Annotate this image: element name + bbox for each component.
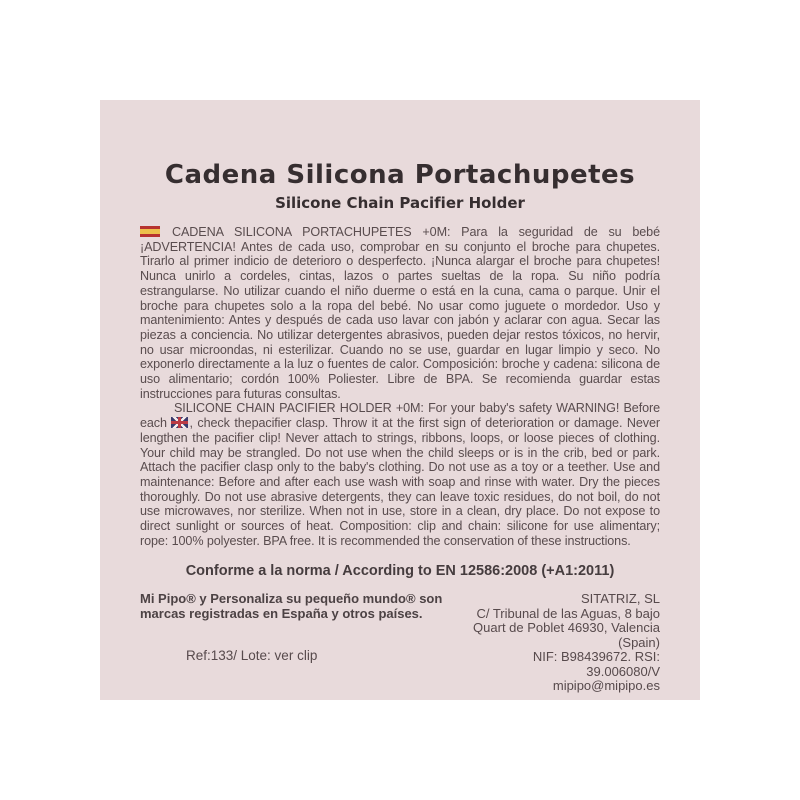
uk-flag-icon xyxy=(171,417,188,428)
instructions-spanish-text: CADENA SILICONA PORTACHUPETES +0M: Para la seguridad de su bebé ¡ADVERTENCIA! Antes de cada uso, comprobar en su conjunto el broche para chupetes. Tirarlo al primer indicio de deterioro o desperfecto. ¡Nunca alargar el broche para chupetes! Nunca unirlo a cordeles, cintas, lazos o partes sueltas de la ropa. Su niño podría estrangularse. No utilizar cuando el niño duerme o está en la cuna, cama o parque. Unir el broche para chupetes solo a la ropa del bebé. No usar como juguete o mordedor. Uso y mantenimiento: Antes y después de cada uso lavar con jabón y aclarar con agua. Secar las piezas a conciencia. No utilizar detergentes abrasivos, pueden dejar restos tóxicos, no hervir, no usar microondas, ni esterilizar. Cuando no se use, guardar en lugar limpio y seco. No exponerlo directamente a la luz o fuentes de calor. Composición: broche y cadena: silicona de uso alimentario; cordón 100% Poliester. Libre de BPA. Se recomienda guardar estas instrucciones para futuras consultas. xyxy=(140,225,660,401)
company-city: Quart de Poblet 46930, Valencia (Spain) xyxy=(473,620,660,650)
product-subtitle: Silicone Chain Pacifier Holder xyxy=(275,194,525,212)
ref-lot-line: Ref:133/ Lote: ver clip xyxy=(186,648,318,664)
company-street: C/ Tribunal de las Aguas, 8 bajo xyxy=(476,605,660,621)
instructions-english xyxy=(140,401,660,548)
instructions-spanish xyxy=(140,225,660,401)
product-title: Cadena Silicona Portachupetes xyxy=(164,160,636,190)
company-tax-ids: NIF: B98439672. RSI: 39.006080/V xyxy=(532,649,660,679)
instructions-english-text-part1: SILICONE CHAIN PACIFIER HOLDER +0M: For your baby's safety WARNING! Before each xyxy=(140,401,660,431)
company-email: mipipo@mipipo.es xyxy=(552,678,660,694)
spain-flag-icon xyxy=(140,226,160,237)
instructions-text-block xyxy=(140,225,660,548)
instructions-english-text-part2: , check thepacifier clasp. Throw it at the first sign of deterioration or damage. Never lengthen the pacifier clip! Never attach to strings, ribbons, loops, or loose pieces of clothing. Your child may be strangled. Do not use when the child sleeps or is in the crib, bed or park. Attach the pacifier clasp only to the baby's clothing. Do not use as a toy or a teether. Use and maintenance: Before and after each use wash with soap and rinse with water. Dry the pieces thoroughly. Do not use abrasive detergents, they can leave toxic residues, do not boil, do not use microwaves, nor sterilize. When not in use, store in a clean, dry place. Do not expose to direct sunlight or sources of heat. Composition: clip and chain: silicone for use alimentary; rope: 100% polyester. BPA free. It is recommended the conservation of these instructions. xyxy=(140,416,660,548)
product-label-panel xyxy=(100,100,700,700)
footer-left-column xyxy=(140,592,470,694)
footer-columns xyxy=(140,592,660,694)
company-address-block xyxy=(470,592,660,694)
standard-compliance-line: Conforme a la norma / According to EN 12586:2008 (+A1:2011) xyxy=(185,563,615,580)
trademark-notice: Mi Pipo® y Personaliza su pequeño mundo® son marcas registradas en España y otros países. xyxy=(140,591,443,621)
company-name: SITATRIZ, SL xyxy=(581,591,660,607)
